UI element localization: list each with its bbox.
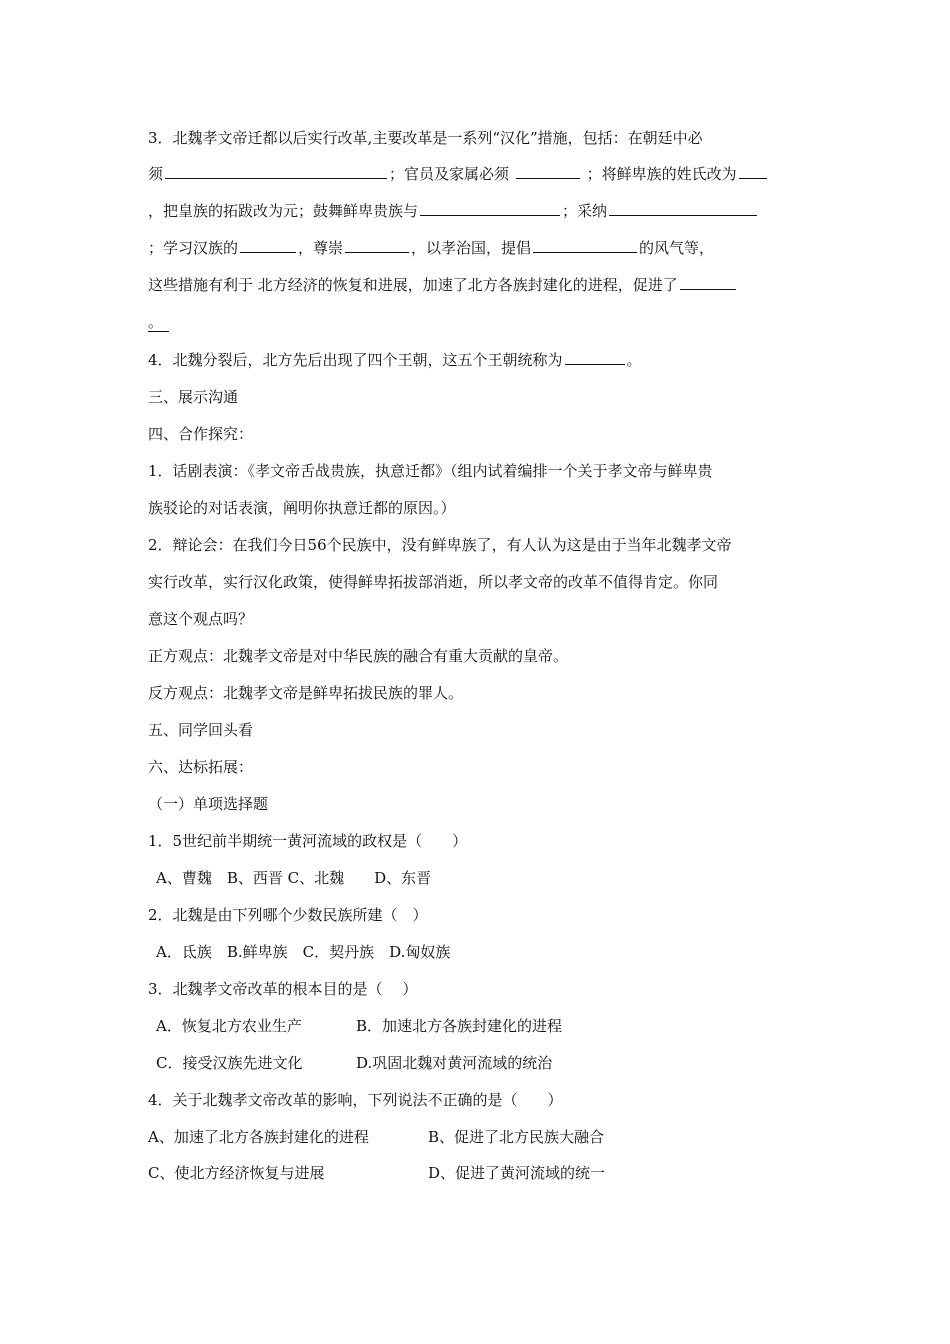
q3-line-6 (148, 312, 169, 332)
pro-viewpoint: 正方观点：北魏孝文帝是对中华民族的融合有重大贡献的皇帝。 (148, 647, 569, 665)
option-a: A．恢复北方农业生产 (156, 1017, 302, 1035)
fill-blank[interactable] (240, 238, 296, 253)
option-a: A、加速了北方各族封建化的进程 (148, 1128, 369, 1146)
q3-text: 须 (148, 165, 164, 183)
q3-text: ，尊崇 (298, 239, 344, 257)
option-d: D.巩固北魏对黄河流域的统治 (356, 1054, 553, 1072)
question-stem: 1．5世纪前半期统一黄河流域的政权是（ ） (148, 832, 468, 850)
q3-text: ，以孝治国，提倡 (411, 239, 532, 257)
q3-line-2 (148, 164, 769, 184)
fill-blank[interactable] (680, 275, 736, 290)
option-b: B、促进了北方民族大融合 (428, 1128, 605, 1146)
question-stem: 2．北魏是由下列哪个少数民族所建（ ） (148, 906, 428, 924)
fill-blank[interactable] (420, 201, 560, 216)
q3-line-3 (148, 201, 759, 221)
fill-blank[interactable] (565, 350, 625, 365)
q3-text: ；采纳 (562, 202, 608, 220)
q4-text: 4．北魏分裂后，北方先后出现了四个王朝，这五个王朝统称为 (148, 351, 563, 369)
con-viewpoint: 反方观点：北魏孝文帝是鲜卑拓拔民族的罪人。 (148, 684, 464, 702)
option-d: D、促进了黄河流域的统一 (428, 1164, 606, 1182)
q3-line-1 (148, 128, 703, 148)
q3-text: 3．北魏孝文帝迁都以后实行改革,主要改革是一系列“汉化”措施，包括：在朝廷中必 (148, 129, 703, 147)
coop-item-text: 1．话剧表演：《孝文帝舌战贵族，执意迁都》（组内试着编排一个关于孝文帝与鲜卑贵 (148, 462, 713, 480)
fill-blank[interactable] (609, 201, 757, 216)
q3-text: ；将鲜卑族的姓氏改为 (586, 165, 737, 183)
fill-blank[interactable] (165, 164, 387, 179)
q3-text: 这些措施有利于 北方经济的恢复和进展，加速了北方各族封建化的进程，促进了 (148, 276, 678, 294)
question-options: A、曹魏 B、西晋 C、北魏 D、东晋 (156, 869, 432, 887)
q3-line-4 (148, 238, 714, 258)
coop-item-text: 实行改革，实行汉化政策，使得鲜卑拓拔部消逝，所以孝文帝的改革不值得肯定。你同 (148, 573, 719, 591)
option-c: C．接受汉族先进文化 (156, 1054, 303, 1072)
option-c: C、使北方经济恢复与进展 (148, 1164, 325, 1182)
q4-text: 。 (626, 351, 642, 369)
question-options: A．氐族 B.鲜卑族 C．契丹族 D.匈奴族 (156, 943, 451, 961)
fill-blank[interactable] (516, 164, 580, 179)
question-stem: 4．关于北魏孝文帝改革的影响，下列说法不正确的是（ ） (148, 1091, 563, 1109)
section-heading: 五、同学回头看 (148, 721, 254, 739)
q3-text: ；官员及家属必须 (389, 165, 510, 183)
q4-line (148, 350, 642, 370)
coop-item-text: 2．辩论会：在我们今日56个民族中，没有鲜卑族了，有人认为这是由于当年北魏孝文帝 (148, 536, 732, 554)
section-heading: 四、合作探究： (148, 425, 254, 443)
q3-text: ，把皇族的拓跋改为元；鼓舞鲜卑贵族与 (148, 202, 419, 220)
coop-item-text: 族驳论的对话表演，阐明你执意迁都的原因。） (148, 499, 456, 517)
option-b: B．加速北方各族封建化的进程 (356, 1017, 563, 1035)
fill-blank[interactable] (739, 164, 767, 179)
section-heading: 三、展示沟通 (148, 388, 239, 406)
subsection-heading: （一）单项选择题 (148, 795, 269, 813)
q3-text: 。 (148, 313, 169, 332)
q3-text: ；学习汉族的 (148, 239, 239, 257)
section-heading: 六、达标拓展： (148, 758, 254, 776)
q3-line-5 (148, 275, 738, 295)
coop-item-text: 意这个观点吗？ (148, 610, 254, 628)
q3-text: 的风气等， (639, 239, 715, 257)
fill-blank[interactable] (533, 238, 637, 253)
fill-blank[interactable] (345, 238, 409, 253)
question-stem: 3．北魏孝文帝改革的根本目的是（ ） (148, 980, 418, 998)
